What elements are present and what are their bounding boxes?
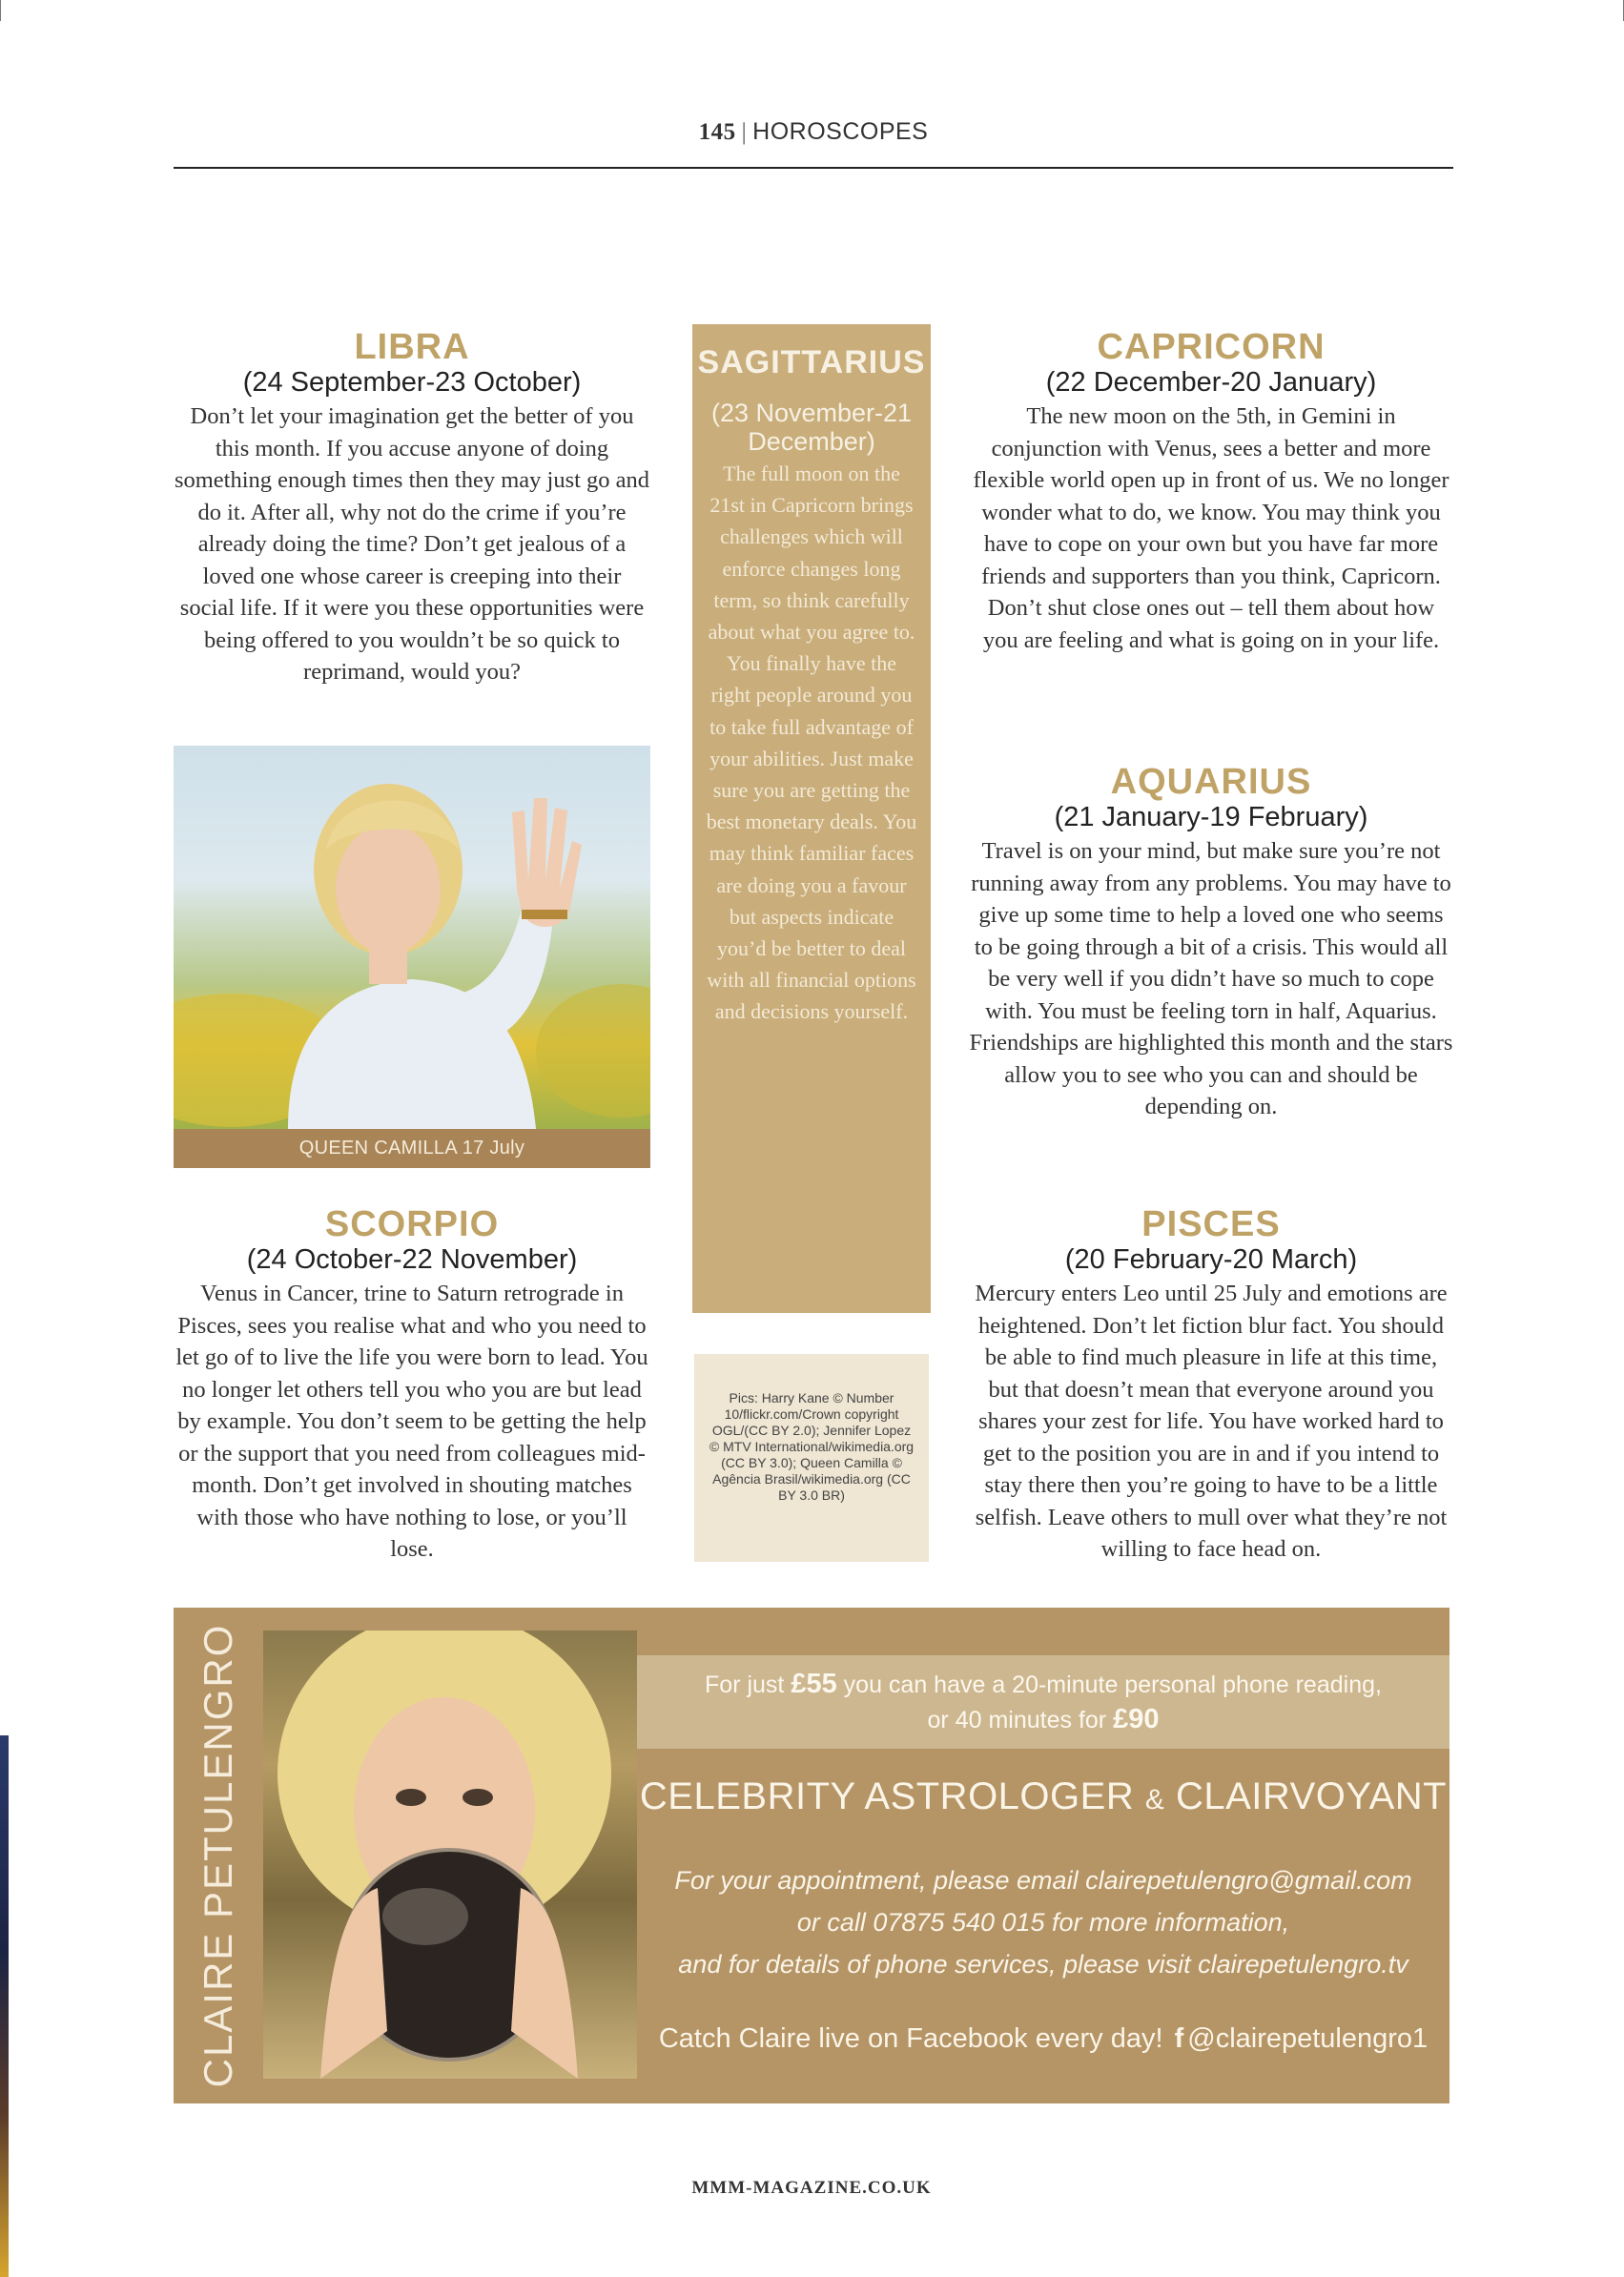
libra-block	[174, 328, 650, 688]
headline-ampersand: &	[1144, 1784, 1165, 1815]
headline-part: CLAIRVOYANT	[1164, 1775, 1448, 1817]
advert-side-name: CLAIRE PETULENGRO	[195, 1623, 240, 2088]
libra-text: Don’t let your imagination get the better of you this month. If you accuse anyone of doing something enough times then they may just go and do it. After all, why not do the crime if you’re already doing the time? Don’t get jealous of a loved one whose career is creeping into their social life. If it were you these opportunities were being offered to you wouldn’t be so quick to reprimand, would you?	[174, 403, 650, 685]
header-separator: |	[741, 119, 748, 145]
scorpio-title: SCORPIO	[324, 1204, 500, 1244]
astrologer-illustration	[263, 1631, 637, 2079]
sagittarius-column	[692, 324, 931, 1313]
queen-camilla-photo	[174, 746, 650, 1129]
footer-site: MMM-MAGAZINE.CO.UK	[691, 2178, 932, 2198]
scorpio-block	[174, 1205, 650, 1566]
libra-dates: (24 September-23 October)	[242, 367, 582, 398]
contact-phone-line: or call 07875 540 015 for more information,	[796, 1908, 1290, 1937]
facebook-handle[interactable]: @clairepetulengro1	[1187, 2023, 1429, 2054]
contact-email-line[interactable]: For your appointment, please email clairepetulengro@gmail.com	[674, 1866, 1412, 1895]
offer-text: or 40 minutes for	[927, 1707, 1114, 1733]
sagittarius-title: SAGITTARIUS	[697, 344, 926, 380]
facebook-text: Catch Claire live on Facebook every day!	[658, 2023, 1163, 2054]
aquarius-block	[969, 763, 1453, 1123]
bleed-strip	[0, 1735, 9, 2277]
pisces-text: Mercury enters Leo until 25 July and emotions are heightened. Don’t let fiction blur fact. You should be able to find much pleasure in life at this time, but that doesn’t mean that everyone around you shares your zest for life. You have worked hard to get to the position you are in and if you intend to stay there then you’re going to have to be a little selfish. Leave others to mull over what they’re not willing to face head on.	[975, 1281, 1448, 1562]
astrologer-photo	[263, 1631, 637, 2079]
advert-contact	[637, 1859, 1449, 1985]
contact-website-line[interactable]: and for details of phone services, please visit clairepetulengro.tv	[678, 1950, 1408, 1979]
portrait-illustration	[174, 746, 650, 1129]
section-title: HOROSCOPES	[752, 118, 929, 145]
offer-price-90: £90	[1113, 1704, 1160, 1734]
sagittarius-text: The full moon on the 21st in Capricorn brings challenges which will enforce changes long term, so think carefully about what you agree to. You finally have the right people around you to take full advantage of your abilities. Just make sure you are getting the best monetary deals. You may think familiar faces are doing you a favour but aspects indicate you’d be better to deal with all financial options and decisions yourself.	[706, 462, 917, 1024]
advert-headline	[637, 1775, 1449, 1818]
pisces-title: PISCES	[1141, 1204, 1281, 1244]
capricorn-block	[969, 328, 1453, 656]
offer-line-1	[637, 1667, 1449, 1702]
photo-caption: QUEEN CAMILLA 17 July	[174, 1129, 650, 1168]
sagittarius-dates: (23 November-21 December)	[710, 399, 913, 456]
capricorn-dates: (22 December-20 January)	[1045, 367, 1377, 398]
offer-price-55: £55	[791, 1669, 837, 1699]
capricorn-title: CAPRICORN	[1097, 327, 1326, 367]
photo-credits: Pics: Harry Kane © Number 10/flickr.com/Crown copyright OGL/(CC BY 2.0); Jennifer Lopez © MTV International/wikimedia.org (CC BY 3.0); Queen Camilla © Agência Brasil/wikimedia.org (CC BY 3.0 BR)	[694, 1354, 929, 1562]
page-header	[174, 118, 1453, 146]
libra-title: LIBRA	[354, 327, 470, 367]
advert-facebook	[637, 2023, 1449, 2055]
aquarius-dates: (21 January-19 February)	[1054, 802, 1368, 832]
advert-offer	[637, 1655, 1449, 1749]
capricorn-text: The new moon on the 5th, in Gemini in conjunction with Venus, sees a better and more flexible world open up in front of us. We no longer wonder what to do, we know. You may think you have to cope on your own but you have far more friends and supporters than you think, Capricorn. Don’t shut close ones out – tell them about how you are feeling and what is going on in your life.	[973, 403, 1449, 653]
crop-mark	[0, 0, 1, 21]
scorpio-text: Venus in Cancer, trine to Saturn retrograde in Pisces, sees you realise what and who you need to let go of to live the life you were born to lead. You no longer let others tell you who you are but lead by example. You don’t seem to be getting the help or the support that you need from colleagues mid-month. Don’t get involved in shouting matches with those who have nothing to lose, or you’ll lose.	[175, 1281, 648, 1562]
scorpio-dates: (24 October-22 November)	[246, 1244, 578, 1275]
pisces-dates: (20 February-20 March)	[1064, 1244, 1358, 1275]
offer-text: For just	[705, 1672, 791, 1698]
aquarius-text: Travel is on your mind, but make sure you’re not running away from any problems. You may have to give up some time to help a loved one who seems to be going through a bit of a crisis. This would all be very well if you didn’t have so much to cope with. You must be feeling torn in half, Aquarius. Friendships are highlighted this month and the stars allow you to see who you can and should be depending on.	[969, 838, 1453, 1119]
page-number: 145	[698, 119, 736, 145]
pisces-block	[969, 1205, 1453, 1566]
aquarius-title: AQUARIUS	[1110, 762, 1312, 802]
facebook-icon: f	[1174, 2023, 1184, 2054]
headline-part: CELEBRITY ASTROLOGER	[639, 1775, 1145, 1817]
header-rule	[174, 167, 1453, 169]
offer-line-2	[637, 1702, 1449, 1737]
offer-text: you can have a 20-minute personal phone reading,	[836, 1672, 1382, 1698]
